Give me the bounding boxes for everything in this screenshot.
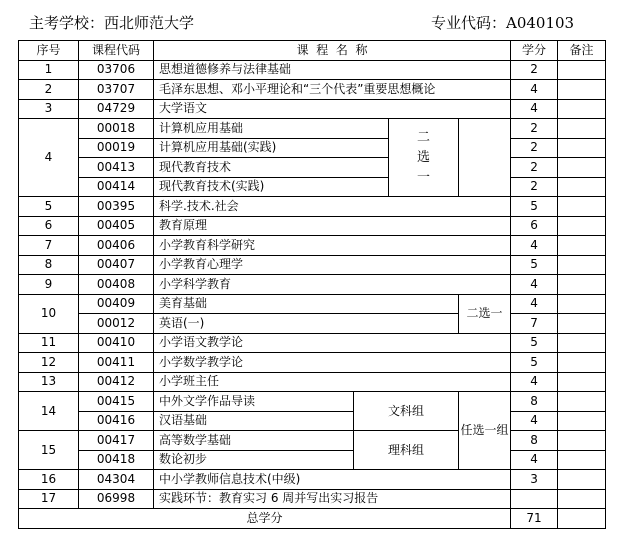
note-cell (558, 431, 606, 451)
name-cell: 小学数学教学论 (154, 353, 511, 373)
credit-cell: 8 (511, 392, 558, 412)
total-row (19, 509, 606, 529)
name-cell: 教育原理 (154, 216, 511, 236)
seq-cell: 2 (19, 80, 79, 100)
note-cell (558, 353, 606, 373)
code-cell: 00410 (79, 333, 154, 353)
credit-cell: 2 (511, 119, 558, 139)
code-cell: 04304 (79, 470, 154, 490)
note-cell (558, 119, 606, 139)
note-cell (558, 392, 606, 412)
col-header-seq: 序号 (19, 41, 79, 61)
note-cell (558, 450, 606, 470)
code-cell: 00416 (79, 411, 154, 431)
credit-cell: 5 (511, 353, 558, 373)
name-cell: 计算机应用基础 (154, 119, 389, 139)
credit-cell: 4 (511, 80, 558, 100)
col-header-credit: 学分 (511, 41, 558, 61)
table-row (19, 431, 606, 451)
note-cell (558, 411, 606, 431)
document-header (0, 6, 621, 34)
code-cell: 03706 (79, 60, 154, 80)
table-row (19, 411, 606, 431)
table-row (19, 80, 606, 100)
table-row (19, 314, 606, 334)
seq-cell: 3 (19, 99, 79, 119)
note-cell (558, 489, 606, 509)
seq-cell: 5 (19, 197, 79, 217)
table-row (19, 353, 606, 373)
credit-cell: 5 (511, 333, 558, 353)
credit-cell: 4 (511, 450, 558, 470)
seq-cell: 8 (19, 255, 79, 275)
col-header-name: 课 程 名 称 (154, 41, 511, 61)
name-cell: 思想道德修养与法律基础 (154, 60, 511, 80)
note-cell (558, 294, 606, 314)
seq-cell: 13 (19, 372, 79, 392)
table-row (19, 119, 606, 139)
name-cell: 现代教育技术(实践) (154, 177, 389, 197)
name-cell: 实践环节：教育实习 6 周并写出实习报告 (154, 489, 511, 509)
table-row (19, 255, 606, 275)
total-label: 总学分 (19, 509, 511, 529)
code-cell: 00406 (79, 236, 154, 256)
credit-cell: 2 (511, 177, 558, 197)
name-cell: 高等数学基础 (154, 431, 354, 451)
table-row (19, 470, 606, 490)
code-cell: 00409 (79, 294, 154, 314)
code-cell: 00415 (79, 392, 154, 412)
table-row (19, 60, 606, 80)
credit-cell: 5 (511, 255, 558, 275)
name-cell: 毛泽东思想、邓小平理论和“三个代表”重要思想概论 (154, 80, 511, 100)
code-cell: 00407 (79, 255, 154, 275)
code-cell: 00405 (79, 216, 154, 236)
col-header-note: 备注 (558, 41, 606, 61)
note-cell (558, 470, 606, 490)
seq-cell: 15 (19, 431, 79, 470)
seq-cell: 12 (19, 353, 79, 373)
credit-cell: 4 (511, 236, 558, 256)
note-cell (558, 236, 606, 256)
group-liberal-arts: 文科组 (354, 392, 459, 431)
seq-cell: 1 (19, 60, 79, 80)
table-row (19, 392, 606, 412)
code-cell: 06998 (79, 489, 154, 509)
course-plan-table (18, 40, 606, 529)
note-cell (558, 60, 606, 80)
note-cell (558, 333, 606, 353)
code-cell: 00019 (79, 138, 154, 158)
name-cell: 中外文学作品导读 (154, 392, 354, 412)
table-row (19, 294, 606, 314)
name-cell: 英语(一) (154, 314, 459, 334)
table-row (19, 216, 606, 236)
note-cell (558, 255, 606, 275)
code-cell: 00411 (79, 353, 154, 373)
seq-cell: 11 (19, 333, 79, 353)
table-row (19, 177, 606, 197)
code-cell: 00417 (79, 431, 154, 451)
code-cell: 00418 (79, 450, 154, 470)
name-cell: 小学语文教学论 (154, 333, 511, 353)
credit-cell: 6 (511, 216, 558, 236)
seq-cell: 7 (19, 236, 79, 256)
group-choose-any-one: 任选一组 (459, 392, 511, 470)
credit-cell: 2 (511, 60, 558, 80)
table-row (19, 138, 606, 158)
seq-cell: 10 (19, 294, 79, 333)
table-row (19, 333, 606, 353)
note-cell (558, 509, 606, 529)
name-cell: 小学科学教育 (154, 275, 511, 295)
credit-cell: 4 (511, 275, 558, 295)
seq-cell: 14 (19, 392, 79, 431)
name-cell: 小学班主任 (154, 372, 511, 392)
table-header-row (19, 41, 606, 61)
table-row (19, 197, 606, 217)
name-cell: 数论初步 (154, 450, 354, 470)
name-cell: 计算机应用基础(实践) (154, 138, 389, 158)
credit-cell: 4 (511, 411, 558, 431)
name-cell: 美育基础 (154, 294, 459, 314)
credit-cell: 5 (511, 197, 558, 217)
credit-cell: 2 (511, 158, 558, 178)
note-cell (558, 216, 606, 236)
seq-cell: 9 (19, 275, 79, 295)
table-row (19, 450, 606, 470)
group-choose-one-of-two: 二 选 一 (389, 119, 459, 197)
code-cell: 04729 (79, 99, 154, 119)
name-cell: 中小学教师信息技术(中级) (154, 470, 511, 490)
note-cell (558, 314, 606, 334)
name-cell: 小学教育科学研究 (154, 236, 511, 256)
credit-cell: 8 (511, 431, 558, 451)
code-cell: 00395 (79, 197, 154, 217)
table-row (19, 489, 606, 509)
major-code-label: 专业代码：A040103 (431, 14, 575, 32)
code-cell: 03707 (79, 80, 154, 100)
code-cell: 00012 (79, 314, 154, 334)
name-cell: 小学教育心理学 (154, 255, 511, 275)
credit-cell: 7 (511, 314, 558, 334)
total-credit: 71 (511, 509, 558, 529)
name-cell: 汉语基础 (154, 411, 354, 431)
table-row (19, 236, 606, 256)
credit-cell: 2 (511, 138, 558, 158)
code-cell: 00414 (79, 177, 154, 197)
note-cell (558, 275, 606, 295)
group-choose-one-of-two: 二选一 (459, 294, 511, 333)
table-row (19, 372, 606, 392)
note-cell (558, 372, 606, 392)
name-cell: 现代教育技术 (154, 158, 389, 178)
school-label: 主考学校：西北师范大学 (29, 14, 195, 32)
note-cell (558, 158, 606, 178)
seq-cell: 16 (19, 470, 79, 490)
credit-cell: 4 (511, 372, 558, 392)
note-cell (558, 177, 606, 197)
code-cell: 00018 (79, 119, 154, 139)
credit-cell: 4 (511, 294, 558, 314)
blank-cell (459, 119, 511, 197)
credit-cell: 3 (511, 470, 558, 490)
seq-cell: 6 (19, 216, 79, 236)
seq-cell: 4 (19, 119, 79, 197)
code-cell: 00412 (79, 372, 154, 392)
code-cell: 00413 (79, 158, 154, 178)
col-header-code: 课程代码 (79, 41, 154, 61)
table-row (19, 275, 606, 295)
code-cell: 00408 (79, 275, 154, 295)
group-science: 理科组 (354, 431, 459, 470)
seq-cell: 17 (19, 489, 79, 509)
name-cell: 科学.技术.社会 (154, 197, 511, 217)
table-row (19, 99, 606, 119)
table-row (19, 158, 606, 178)
credit-cell (511, 489, 558, 509)
note-cell (558, 197, 606, 217)
note-cell (558, 99, 606, 119)
credit-cell: 4 (511, 99, 558, 119)
note-cell (558, 138, 606, 158)
note-cell (558, 80, 606, 100)
name-cell: 大学语文 (154, 99, 511, 119)
